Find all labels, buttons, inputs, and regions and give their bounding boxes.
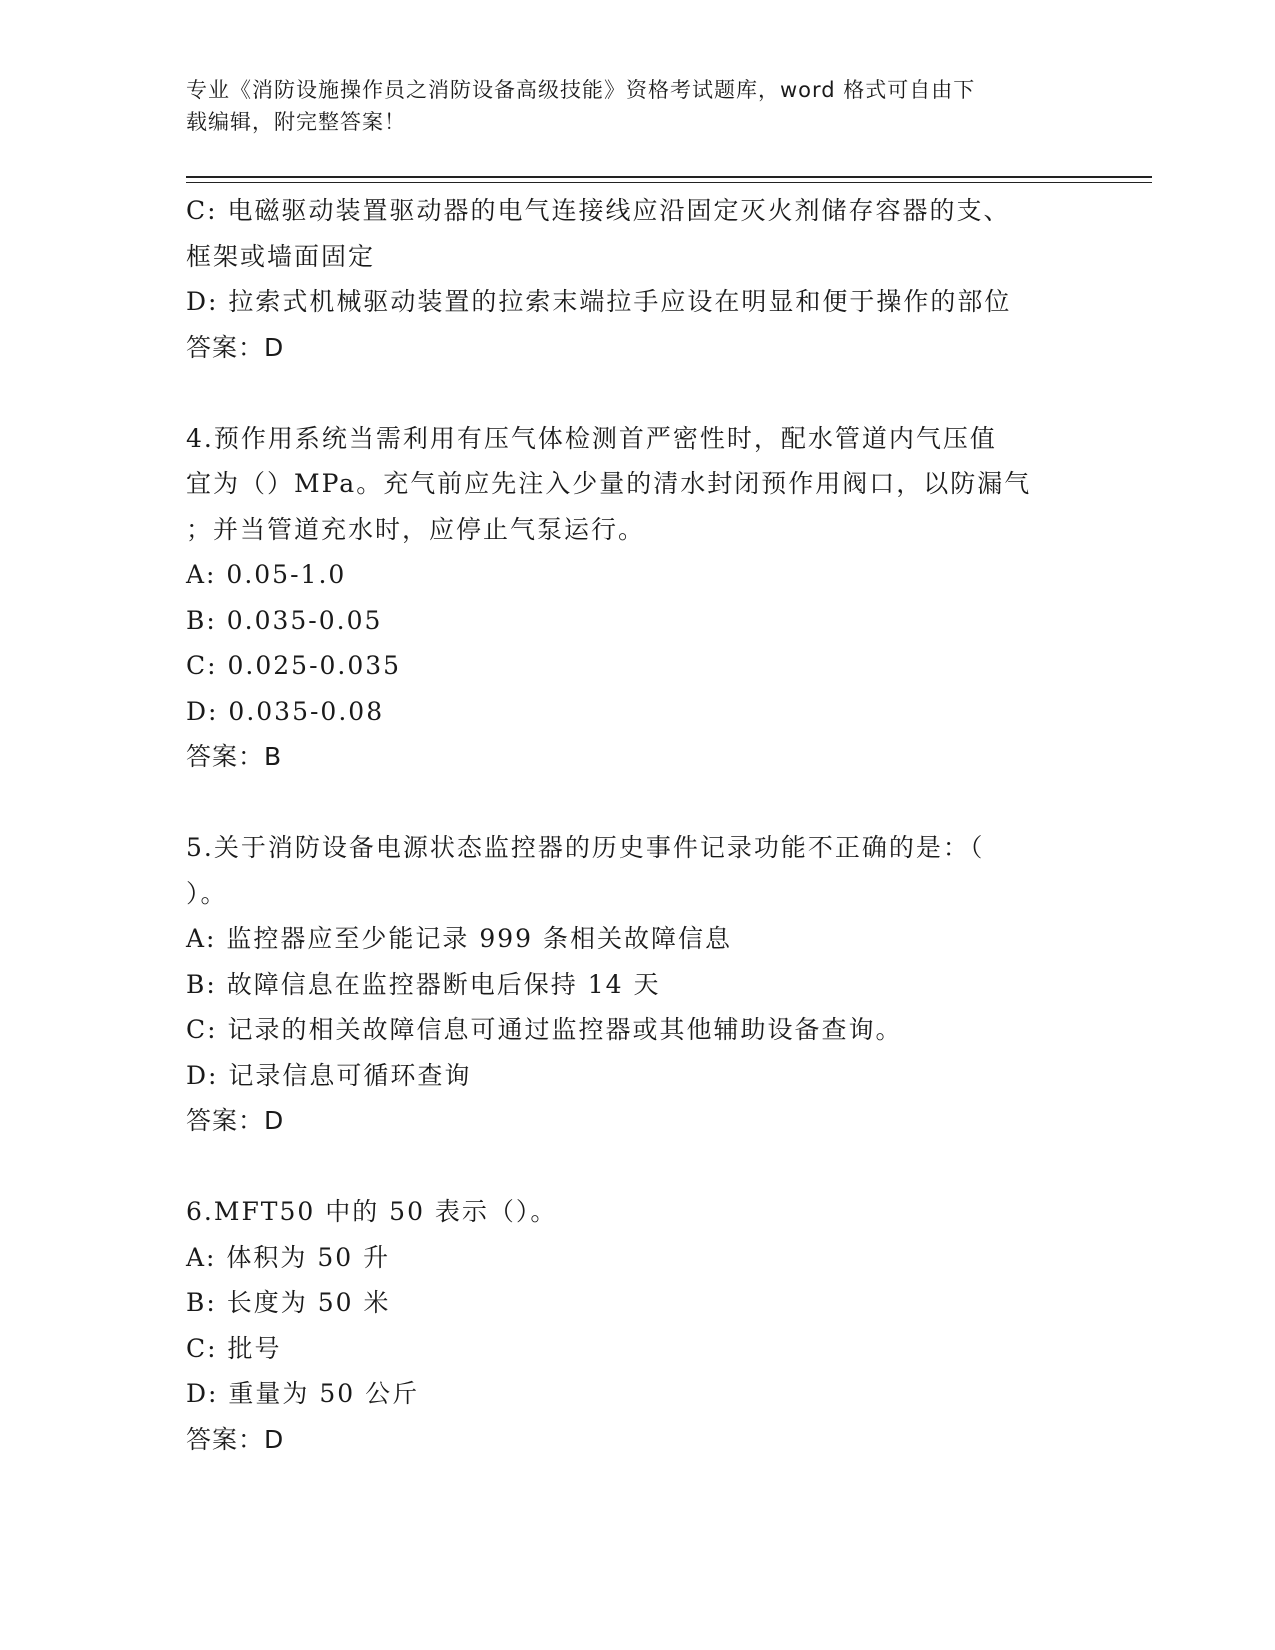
- option-c: C: 电磁驱动装置驱动器的电气连接线应沿固定灭火剂储存容器的支、: [186, 196, 1011, 225]
- answer: 答案：B: [186, 742, 283, 771]
- header-line-2: 载编辑，附完整答案！: [186, 110, 406, 134]
- option-b: B: 0.035-0.05: [186, 605, 383, 635]
- question-stem-continued: ）。: [186, 878, 228, 908]
- option-a: A: 体积为 50 升: [186, 1242, 391, 1272]
- header-line-1: 专业《消防设施操作员之消防设备高级技能》资格考试题库，word 格式可自由下: [186, 78, 976, 102]
- header-divider-thin: [186, 182, 1152, 183]
- option-a: A: 0.05-1.0: [186, 560, 347, 589]
- question-stem: 6.MFT50 中的 50 表示（）。: [186, 1197, 558, 1226]
- option-d: D: 拉索式机械驱动装置的拉索末端拉手应设在明显和便于操作的部位: [186, 287, 1012, 316]
- option-b: B: 长度为 50 米: [186, 1288, 391, 1317]
- answer: 答案：D: [186, 1424, 285, 1454]
- question-stem: 4.预作用系统当需利用有压气体检测首严密性时，配水管道内气压值: [186, 423, 997, 453]
- option-d: D: 重量为 50 公斤: [186, 1379, 420, 1408]
- question-5: [186, 825, 1086, 1144]
- spacer: [186, 1144, 1086, 1190]
- spacer: [186, 370, 1086, 416]
- question-stem: 5.关于消防设备电源状态监控器的历史事件记录功能不正确的是：（: [186, 833, 985, 862]
- option-d: D: 0.035-0.08: [186, 696, 385, 726]
- option-c-continued: 框架或墙面固定: [186, 241, 376, 271]
- option-d: D: 记录信息可循环查询: [186, 1060, 472, 1090]
- document-header: [186, 74, 1066, 138]
- option-a: A: 监控器应至少能记录 999 条相关故障信息: [186, 924, 733, 953]
- option-c: C: 批号: [186, 1333, 282, 1363]
- answer: 答案：D: [186, 332, 285, 362]
- header-divider-thick: [186, 176, 1152, 178]
- option-b: B: 故障信息在监控器断电后保持 14 天: [186, 969, 661, 999]
- document-body: [186, 188, 1086, 1462]
- question-4: [186, 416, 1086, 780]
- question-stem-continued: ；并当管道充水时，应停止气泵运行。: [186, 514, 646, 544]
- spacer: [186, 780, 1086, 826]
- option-c: C: 记录的相关故障信息可通过监控器或其他辅助设备查询。: [186, 1015, 903, 1044]
- question-6: [186, 1189, 1086, 1462]
- answer: 答案：D: [186, 1106, 285, 1135]
- option-c: C: 0.025-0.035: [186, 651, 402, 680]
- question-3-continued: [186, 188, 1086, 370]
- question-stem-continued: 宜为（）MPa。充气前应先注入少量的清水封闭预作用阀口，以防漏气: [186, 469, 1032, 498]
